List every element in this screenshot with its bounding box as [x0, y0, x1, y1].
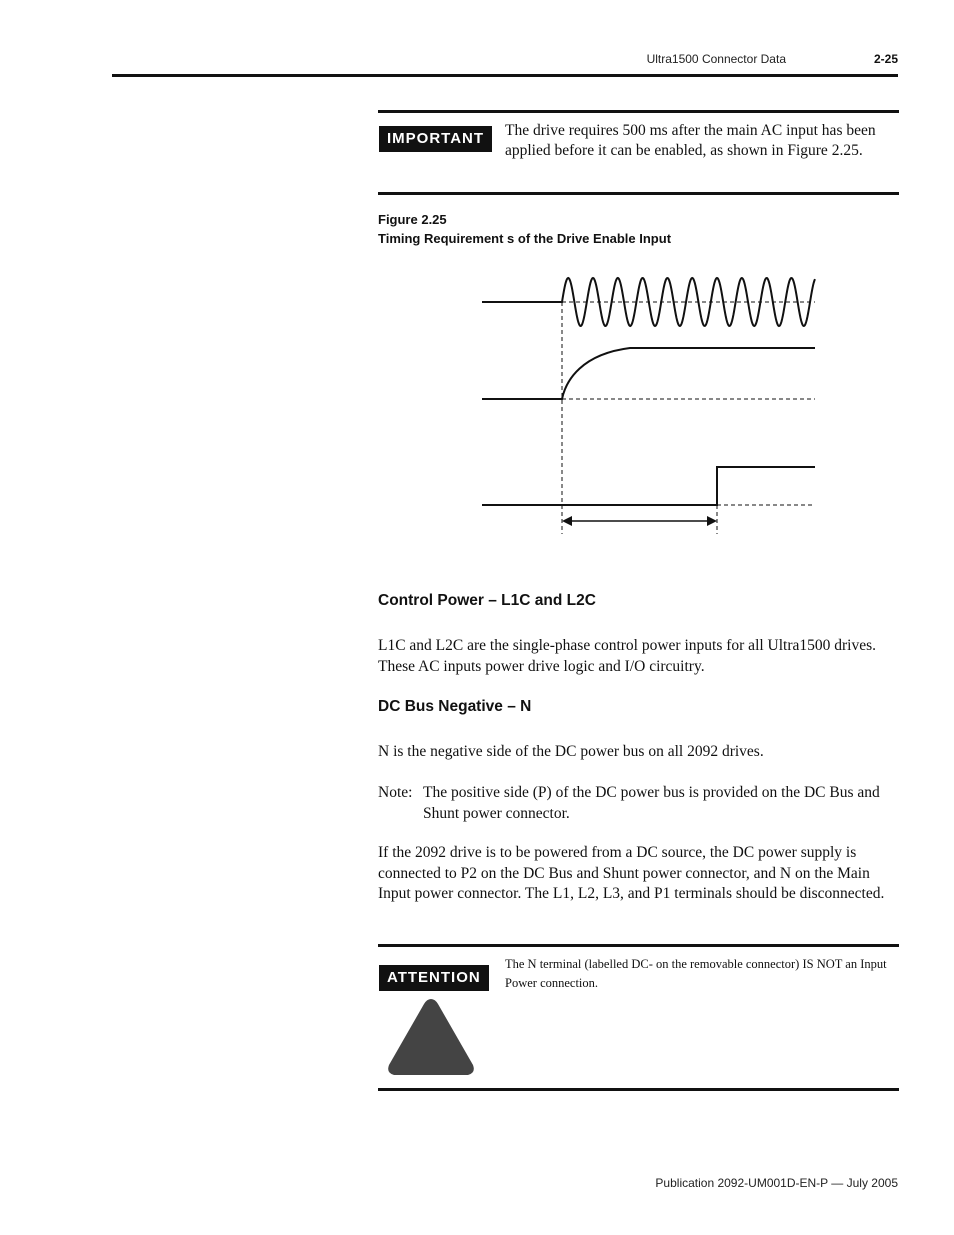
important-tag: IMPORTANT	[379, 126, 492, 152]
attention-top-rule	[378, 944, 899, 947]
figure-caption: Timing Requirement s of the Drive Enable Input	[378, 231, 672, 246]
control-power-heading: Control Power – L1C and L2C	[378, 592, 596, 609]
figure-number: Figure 2.25	[378, 212, 447, 227]
running-header	[0, 50, 898, 70]
delay-arrow-head-right	[707, 516, 717, 526]
note-text: The positive side (P) of the DC power bus is provided on the DC Bus and Shunt power connector.	[423, 784, 880, 822]
publication-footer: Publication 2092-UM001D-EN-P — July 2005	[655, 1176, 898, 1190]
bus-voltage-waveform	[482, 348, 815, 399]
dc-bus-heading: DC Bus Negative – N	[378, 698, 532, 715]
note-label: Note:	[378, 784, 413, 801]
delay-arrow-head-left	[562, 516, 572, 526]
attention-tag: ATTENTION	[379, 965, 489, 991]
important-bottom-rule	[378, 192, 899, 195]
control-power-body: L1C and L2C are the single-phase control power inputs for all Ultra1500 drives. These AC inputs power drive logic and I/O circuitry.	[378, 637, 877, 675]
timing-diagram	[470, 262, 820, 537]
page-number: 2-25	[873, 52, 898, 66]
dc-bus-body-2: If the 2092 drive is to be powered from a DC source, the DC power supply is connected to P2 on the DC Bus and Shunt power connector, and N on the Main Input power connector. The L1, L2, L3, and P1 terminals should be disconnected.	[378, 844, 885, 902]
warning-triangle-icon	[385, 995, 477, 1079]
important-text: The drive requires 500 ms after the main AC input has been applied before it can be enabled, as shown in Figure 2.25.	[505, 122, 876, 159]
important-top-rule	[378, 110, 899, 113]
dc-bus-body: N is the negative side of the DC power bus on all 2092 drives.	[378, 743, 764, 760]
attention-bottom-rule	[378, 1088, 899, 1091]
enable-input-waveform	[482, 467, 815, 505]
section-title: Ultra1500 Connector Data	[646, 52, 786, 66]
header-rule	[112, 74, 898, 77]
attention-text: The N terminal (labelled DC- on the removable connector) IS NOT an Input Power connection.	[505, 957, 887, 990]
